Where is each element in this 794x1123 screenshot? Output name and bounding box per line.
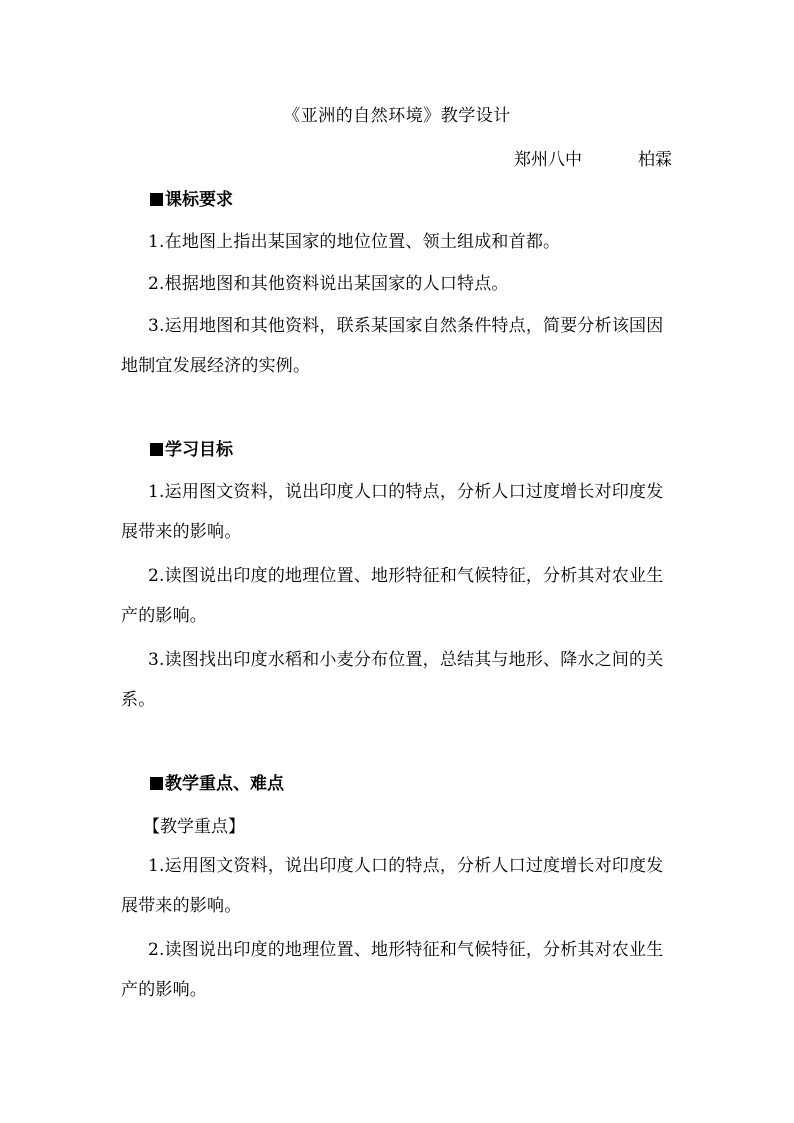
learning-goal-item-1: 1.运用图文资料，说出印度人口的特点，分析人口过度增长对印度发展带来的影响。 — [121, 482, 664, 542]
document-title: 《亚洲的自然环境》教学设计 — [283, 106, 511, 126]
learning-goal-item-2: 2.读图说出印度的地理位置、地形特征和气候特征，分析其对农业生产的影响。 — [121, 566, 664, 626]
curriculum-item-1: 1.在地图上指出某国家的地位位置、领土组成和首都。 — [148, 232, 561, 252]
author-line — [514, 148, 672, 172]
learning-goal-item-3: 3.读图找出印度水稻和小麦分布位置，总结其与地形、降水之间的关系。 — [121, 650, 664, 710]
section-heading-learning-goals: 学习目标 — [150, 438, 233, 462]
author-name: 柏霖 — [638, 150, 672, 170]
black-square-bullet-icon — [150, 777, 163, 790]
curriculum-item-3: 3.运用地图和其他资料，联系某国家自然条件特点，简要分析该国因地制宜发展经济的实例。 — [121, 316, 664, 376]
section-heading-key-points: 教学重点、难点 — [150, 772, 284, 796]
subheading-teaching-focus: 【教学重点】 — [143, 817, 245, 837]
author-school: 郑州八中 — [514, 150, 582, 170]
black-square-bullet-icon — [150, 443, 163, 456]
section-heading-curriculum: 课标要求 — [150, 188, 233, 212]
black-square-bullet-icon — [150, 193, 163, 206]
key-point-item-2: 2.读图说出印度的地理位置、地形特征和气候特征，分析其对农业生产的影响。 — [121, 940, 664, 1000]
key-point-item-1: 1.运用图文资料，说出印度人口的特点，分析人口过度增长对印度发展带来的影响。 — [121, 856, 664, 916]
curriculum-item-2: 2.根据地图和其他资料说出某国家的人口特点。 — [148, 274, 509, 294]
